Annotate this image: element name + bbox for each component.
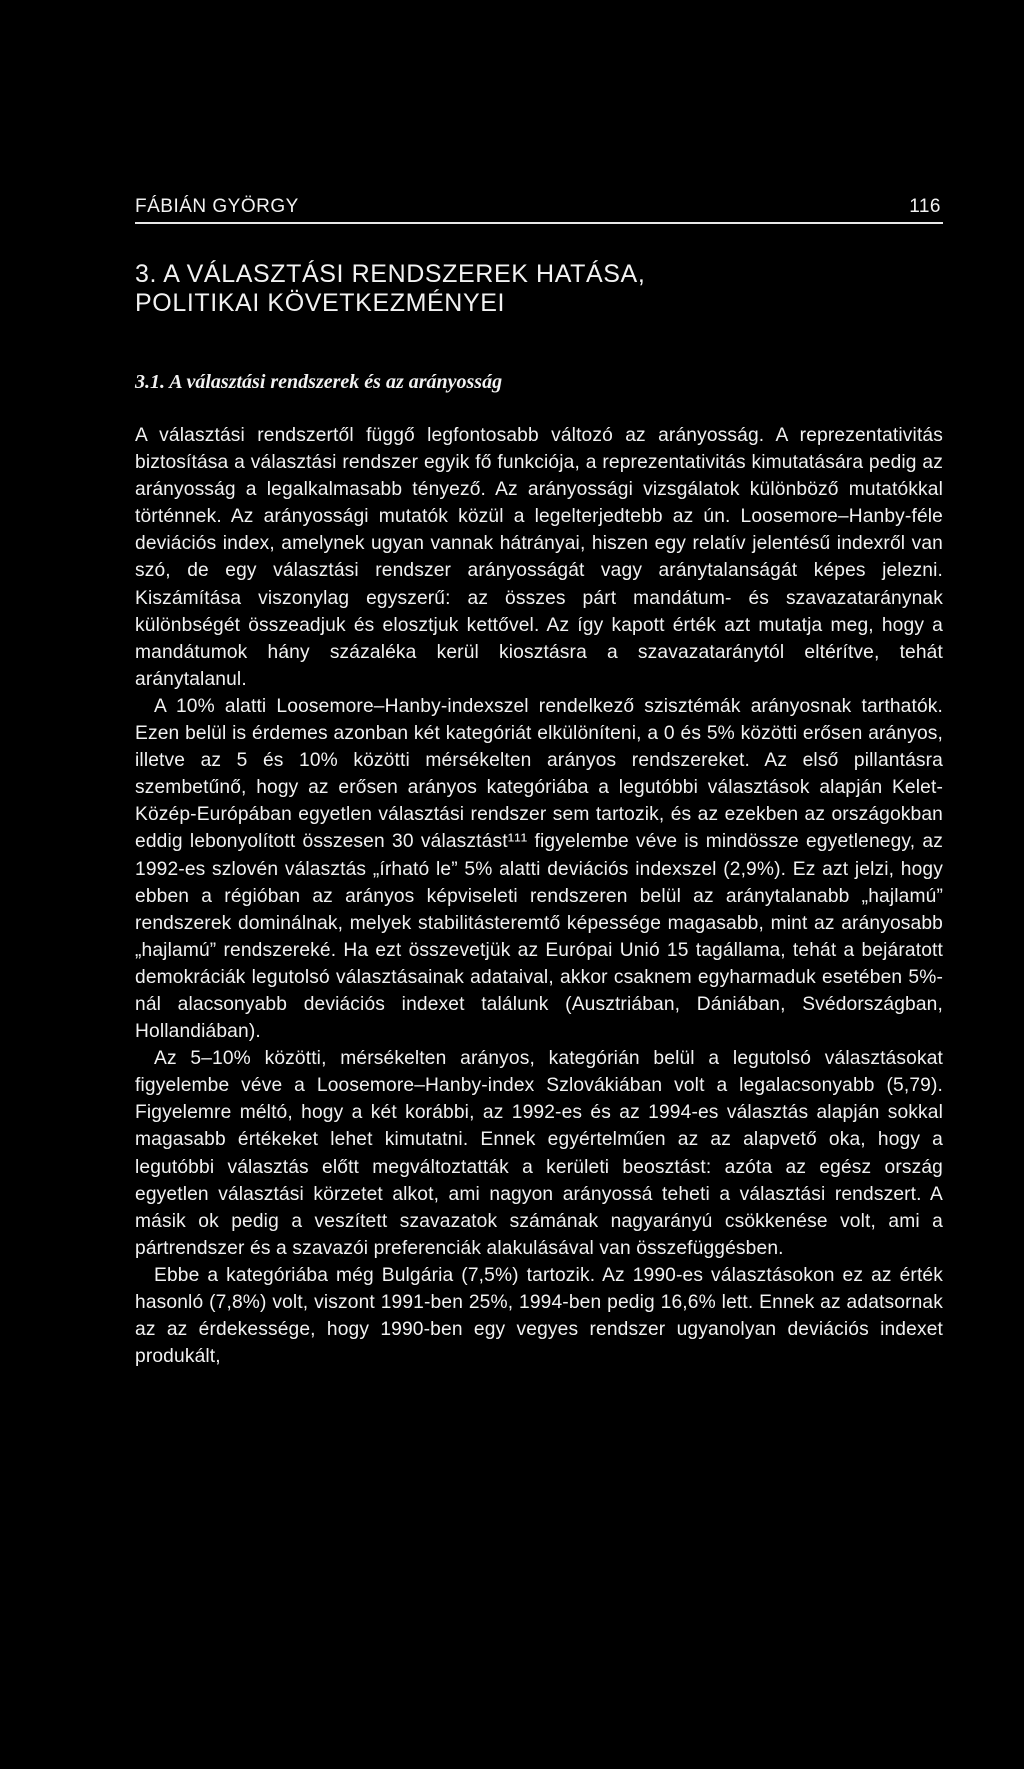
paragraph-4: Ebbe a kategóriába még Bulgária (7,5%) tartozik. Az 1990-es választásokon ez az érték hasonló (7,8%) volt, viszont 1991-ben 25%, 1994-ben pedig 16,6% lett. Ennek az adatsornak az az érdekessége, hogy 1990-ben egy vegyes rendszer ugyanolyan deviációs indexet produkált, bbox=[135, 1264, 943, 1368]
book-page bbox=[135, 196, 943, 1370]
running-header bbox=[135, 196, 943, 224]
paragraph-3: Az 5–10% közötti, mérsékelten arányos, kategórián belül a legutolsó választásokat figyelembe véve a Loosemore–Hanby-index Szlovákiában volt a legalacsonyabb (5,79). Figyelemre méltó, hogy a két korábbi, az 1992-es és az 1994-es választás alapján sokkal magasabb értékeket lehet kimutatni. Ennek egyértelműen az az alapvető oka, hogy a legutóbbi választás előtt megváltoztatták a kerületi beosztást: azóta az egész ország egyetlen választási körzetet alkot, ami nagyon arányossá teheti a választási rendszert. A másik ok pedig a veszített szavazatok számának nagyarányú csökkenése volt, ami a pártrendszer és a szavazói preferenciák alakulásával van összefüggésben. bbox=[135, 1048, 943, 1259]
section-title: 3.1. A választási rendszerek és az arányosság bbox=[135, 371, 503, 393]
header-author: FÁBIÁN GYÖRGY bbox=[135, 196, 299, 217]
chapter-title-line-2: POLITIKAI KÖVETKEZMÉNYEI bbox=[135, 289, 506, 317]
page-number: 116 bbox=[909, 196, 941, 217]
chapter-title bbox=[135, 260, 943, 318]
body-text bbox=[135, 422, 943, 1370]
paragraph-2: A 10% alatti Loosemore–Hanby-indexszel rendelkező szisztémák arányosnak tarthatók. Ezen belül is érdemes azonban két kategóriát elkülöníteni, a 0 és 5% közötti erősen arányos, illetve az 5 és 10% közötti mérsékelten arányos rendszereket. Az első pillantásra szembetűnő, hogy az erősen arányos kategóriába a legutóbbi választások alapján Kelet-Közép-Európában egyetlen választási rendszer sem tartozik, és az ezekben az országokban eddig lebonyolított összesen 30 választást¹¹¹ figyelembe véve is mindössze egyetlenegy, az 1992-es szlovén választás „írható le” 5% alatti deviációs indexszel (2,9%). Ez azt jelzi, hogy ebben a régióban az arányos képviseleti rendszeren belül az aránytalanabb „hajlamú” rendszerek dominálnak, melyek stabilitásteremtő képessége magasabb, mint az arányosabb „hajlamú” rendszereké. Ha ezt összevetjük az Európai Unió 15 tagállama, tehát a bejáratott demokráciák legutolsó választásainak adataival, akkor csaknem egyharmaduk esetében 5%-nál alacsonyabb deviációs indexet találunk (Ausztriában, Dániában, Svédországban, Hollandiában). bbox=[135, 695, 943, 1043]
chapter-title-line-1: 3. A VÁLASZTÁSI RENDSZEREK HATÁSA, bbox=[135, 260, 646, 288]
paragraph-1: A választási rendszertől függő legfontosabb változó az arányosság. A reprezentativitás biztosítása a választási rendszer egyik fő funkciója, a reprezentativitás kimutatására pedig az arányosság a legalkalmasabb tényező. Az arányossági vizsgálatok különböző mutatókkal történnek. Az arányossági mutatók közül a legelterjedtebb az ún. Loosemore–Hanby-féle deviációs index, amelynek ugyan vannak hátrányai, hiszen egy relatív jelentésű indexről van szó, de egy választási rendszer arányosságát vagy aránytalanságát képes jelezni. Kiszámítása viszonylag egyszerű: az összes párt mandátum- és szavazataránynak különbségét összeadjuk és elosztjuk kettővel. Az így kapott érték azt mutatja meg, hogy a mandátumok hány százaléka kerül kiosztásra a szavazataránytól eltérítve, tehát aránytalanul. bbox=[135, 425, 943, 690]
